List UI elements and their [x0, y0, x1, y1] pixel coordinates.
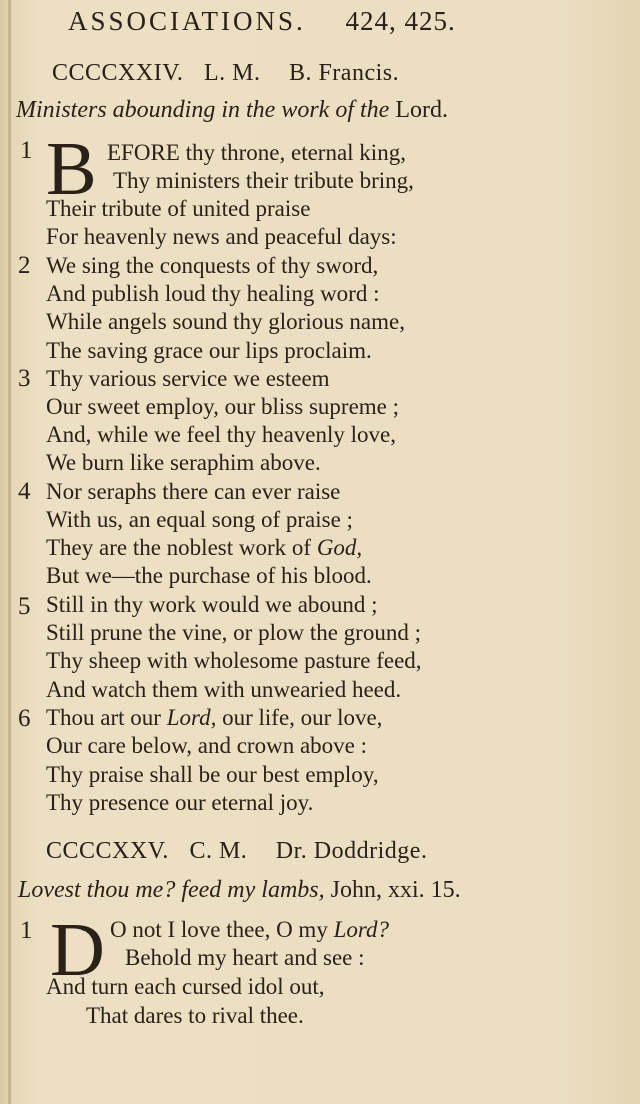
- verse-line: Thy various service we esteem: [46, 366, 330, 391]
- running-header: [68, 6, 456, 37]
- verse-text: Thou art our: [46, 705, 161, 730]
- verse-line: And publish loud thy healing word :: [46, 281, 380, 306]
- verse-line: Still prune the vine, or plow the ground ;: [46, 620, 421, 645]
- hymn-meter: L. M.: [203, 60, 261, 86]
- verse-line: Our care below, and crown above :: [46, 733, 368, 758]
- stanza-number: 5: [18, 593, 31, 620]
- verse-line: [110, 917, 389, 943]
- subtitle-italic: Ministers abounding in the work of the: [16, 97, 390, 123]
- verse-line: [46, 535, 362, 561]
- stanza-number: 1: [20, 137, 33, 164]
- stanza-number: 3: [18, 365, 31, 392]
- stanza-number: 1: [20, 917, 33, 944]
- verse-line: EFORE thy throne, eternal king,: [107, 140, 406, 165]
- page-gutter: [8, 0, 11, 1104]
- stanza-number: 6: [18, 705, 31, 732]
- verse-line: The saving grace our lips proclaim.: [46, 338, 372, 363]
- verse-line: Thy sheep with wholesome pasture feed,: [46, 648, 422, 673]
- hymn-heading: [52, 60, 399, 87]
- verse-line: We sing the conquests of thy sword,: [46, 253, 379, 278]
- verse-line: [46, 705, 382, 731]
- verse-line: Their tribute of united praise: [46, 196, 311, 221]
- hymn-subtitle: [18, 877, 461, 904]
- verse-line: But we—the purchase of his blood.: [46, 563, 372, 588]
- hymn-heading: [46, 838, 427, 865]
- verse-line: Still in thy work would we abound ;: [46, 592, 378, 617]
- page-numbers: 424, 425.: [345, 6, 456, 36]
- verse-line: And turn each cursed idol out,: [46, 974, 325, 999]
- drop-cap: D: [50, 908, 105, 992]
- verse-line: Thy presence our eternal joy.: [46, 790, 314, 815]
- verse-line: Thy praise shall be our best employ,: [46, 762, 379, 787]
- verse-line: With us, an equal song of praise ;: [46, 507, 353, 532]
- stanza-number: 4: [18, 478, 31, 505]
- verse-line: And watch them with unwearied heed.: [46, 677, 402, 702]
- subtitle-roman: Lord.: [395, 97, 448, 123]
- italic-word: God,: [316, 535, 363, 560]
- hymn-meter: C. M.: [189, 838, 248, 864]
- verse-line: That dares to rival thee.: [86, 1003, 304, 1028]
- verse-line: Thy ministers their tribute bring,: [113, 168, 414, 193]
- verse-text: O not I love thee, O my: [110, 917, 328, 942]
- hymn-number: CCCCXXIV.: [52, 60, 184, 86]
- verse-line: While angels sound thy glorious name,: [46, 309, 405, 334]
- subtitle-italic: Lovest thou me? feed my lambs,: [18, 877, 325, 903]
- stanza-number: 2: [18, 252, 31, 279]
- verse-line: For heavenly news and peaceful days:: [46, 224, 397, 249]
- hymn-author: Dr. Doddridge.: [275, 838, 428, 864]
- verse-text: They are the noblest work of: [46, 535, 312, 560]
- verse-line: And, while we feel thy heavenly love,: [46, 422, 396, 447]
- italic-word: Lord,: [166, 705, 217, 730]
- hymn-subtitle: [16, 97, 448, 124]
- verse-text: our life, our love,: [216, 705, 383, 730]
- verse-line: Behold my heart and see :: [125, 945, 365, 970]
- header-title: ASSOCIATIONS.: [68, 6, 306, 36]
- verse-line: We burn like seraphim above.: [46, 450, 321, 475]
- italic-word: Lord?: [333, 917, 389, 942]
- hymn-author: B. Francis.: [288, 60, 400, 86]
- drop-cap: B: [46, 127, 97, 211]
- subtitle-roman: John, xxi. 15.: [330, 877, 461, 903]
- verse-line: Our sweet employ, our bliss supreme ;: [46, 394, 400, 419]
- hymn-number: CCCCXXV.: [46, 838, 169, 864]
- verse-line: Nor seraphs there can ever raise: [46, 479, 341, 504]
